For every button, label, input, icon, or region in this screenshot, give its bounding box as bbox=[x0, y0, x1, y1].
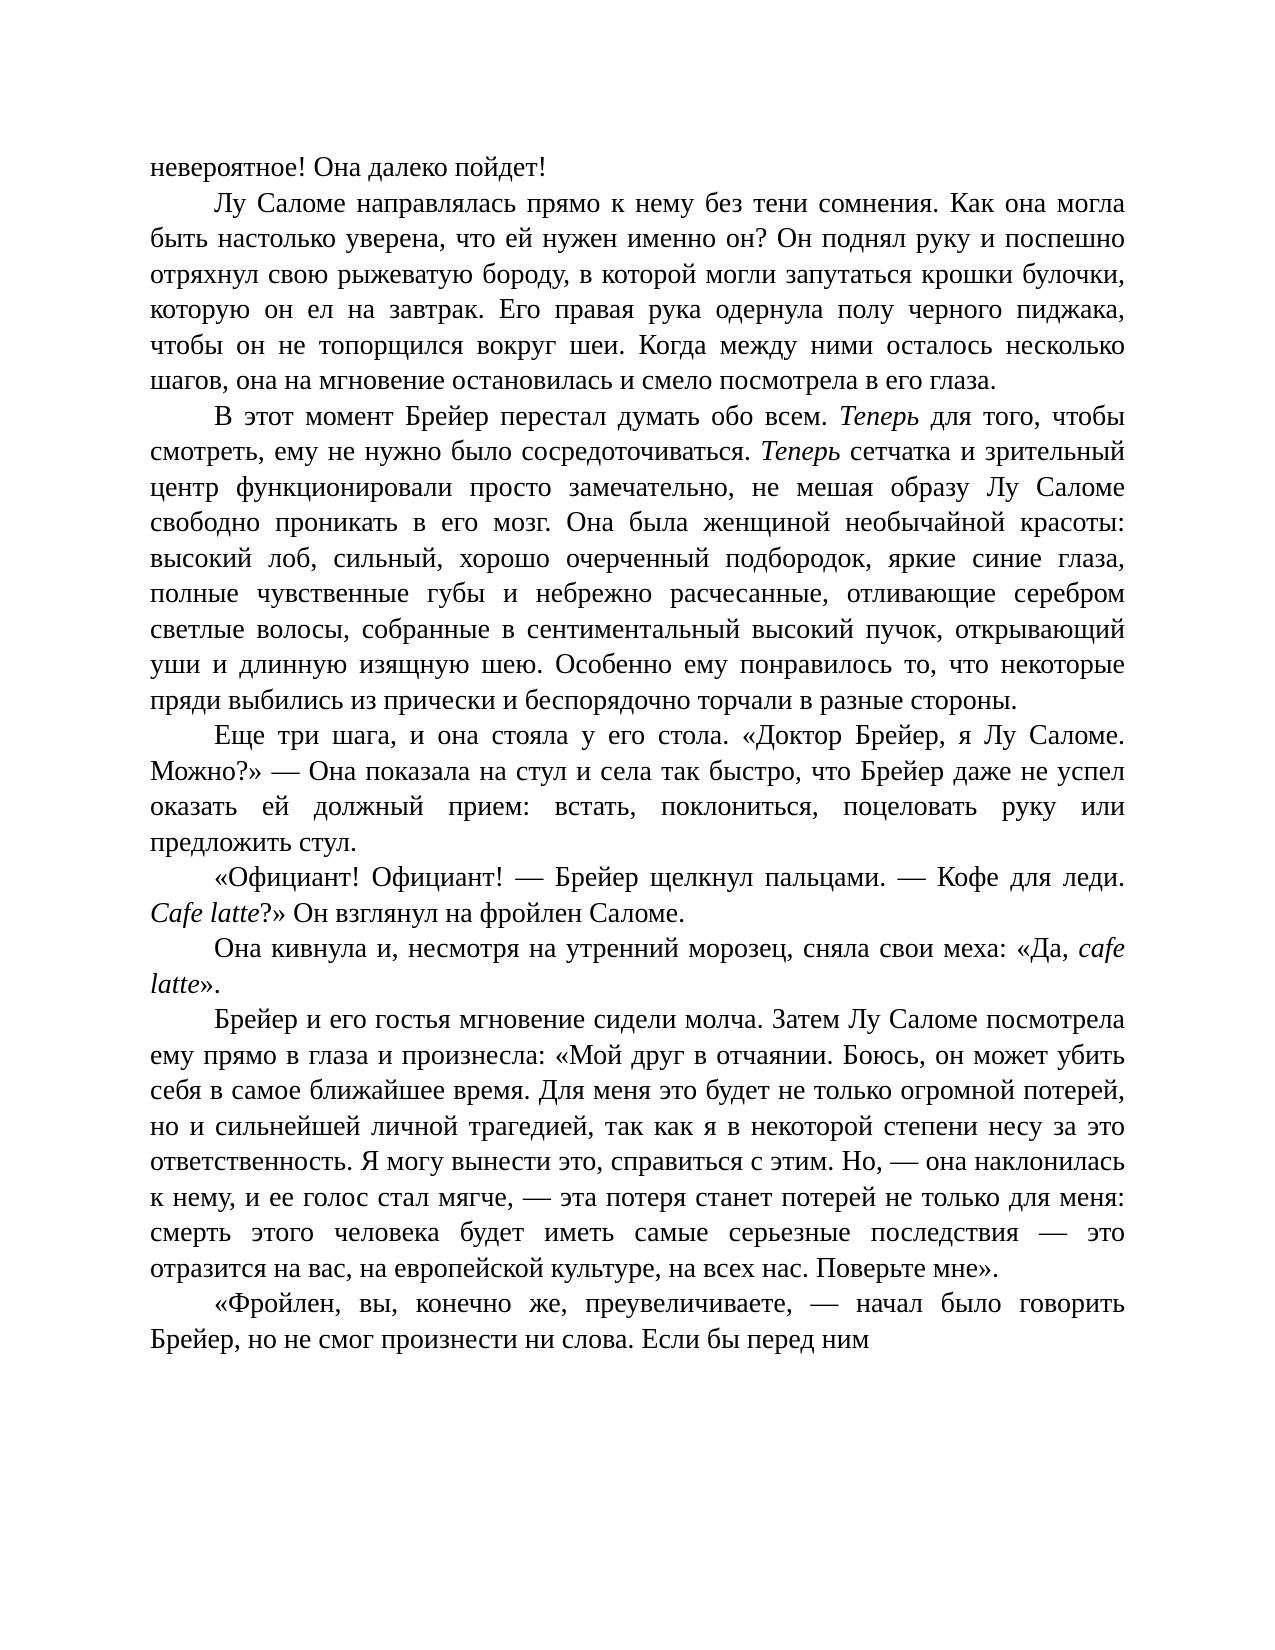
page-body bbox=[150, 150, 1125, 1357]
text-segment: Она кивнула и, несмотря на утренний морозец, сняла свои меха: «Да, bbox=[214, 933, 1079, 964]
paragraph-2 bbox=[150, 186, 1125, 399]
text-segment: для того, чтобы смотреть, ему не нужно было сосредоточиваться. bbox=[150, 400, 1126, 467]
text-segment: Брейер и его гостья мгновение сидели молча. Затем Лу Саломе посмотрела ему прямо в глаза и произнесла: «Мой друг в отчаянии. Боюсь, он может убить себя в самое ближайшее время. Для меня это будет не только огромной потерей, но и сильнейшей личной трагедией, так как я в некоторой степени несу за это ответственность. Я могу вынести это, справиться с этим. Но, — она наклонилась к нему, и ее голос стал мягче, — эта потеря станет потерей не только для меня: смерть этого человека будет иметь самые серьезные последствия — это отразится на вас, на европейской культуре, на всех нас. Поверьте мне». bbox=[150, 1004, 1125, 1284]
italic-word: Теперь bbox=[839, 400, 920, 432]
text-segment: В этот момент Брейер перестал думать обо всем. bbox=[214, 400, 840, 432]
paragraph-3 bbox=[150, 399, 1125, 719]
text-segment: Лу Саломе направлялась прямо к нему без тени сомнения. Как она могла быть настолько уверена, что ей нужен именно он? Он поднял руку и поспешно отряхнул свою рыжеватую бороду, в которой могли запутаться крошки булочки, которую он ел на завтрак. Его правая рука одернула полу черного пиджака, чтобы он не топорщился вокруг шеи. Когда между ними осталось несколько шагов, она на мгновение остановилась и смело посмотрела в его глаза. bbox=[150, 187, 1125, 396]
text-segment: «Официант! Официант! — Брейер щелкнул пальцами. — Кофе для леди. bbox=[214, 862, 1125, 893]
paragraph-1 bbox=[150, 150, 1125, 186]
text-segment: ». bbox=[199, 968, 221, 1000]
text-segment: Еще три шага, и она стояла у его стола. «Доктор Брейер, я Лу Саломе. Можно?» — Она показала на стул и села так быстро, что Брейер даже не успел оказать ей должный прием: встать, поклониться, поцеловать руку или предложить стул. bbox=[150, 720, 1125, 858]
paragraph-7 bbox=[150, 1002, 1125, 1286]
paragraph-5 bbox=[150, 860, 1125, 931]
italic-word: Cafe latte bbox=[150, 897, 260, 929]
paragraph-8 bbox=[150, 1286, 1125, 1357]
italic-word: Теперь bbox=[760, 436, 841, 467]
text-segment: сетчатка и зрительный центр функционировали просто замечательно, не мешая образу Лу Саломе свободно проникать в его мозг. Она была женщиной необычайной красоты: высокий лоб, сильный, хорошо очерченный подбородок, яркие синие глаза, полные чувственные губы и небрежно расчесанные, отливающие серебром светлые волосы, собранные в сентиментальный высокий пучок, открывающий уши и длинную изящную шею. Особенно ему понравилось то, что некоторые пряди выбились из прически и беспорядочно торчали в разные стороны. bbox=[150, 436, 1125, 716]
paragraph-4 bbox=[150, 718, 1125, 860]
paragraph-6 bbox=[150, 931, 1125, 1002]
italic-word: cafe latte bbox=[150, 933, 1125, 1000]
text-segment: ?» Он взглянул на фройлен Саломе. bbox=[259, 897, 686, 929]
text-segment: «Фройлен, вы, конечно же, преувеличиваете, — начал было говорить Брейер, но не смог произнести ни слова. Если бы перед ним bbox=[150, 1288, 1125, 1355]
text-segment: невероятное! Она далеко пойдет! bbox=[150, 152, 547, 183]
